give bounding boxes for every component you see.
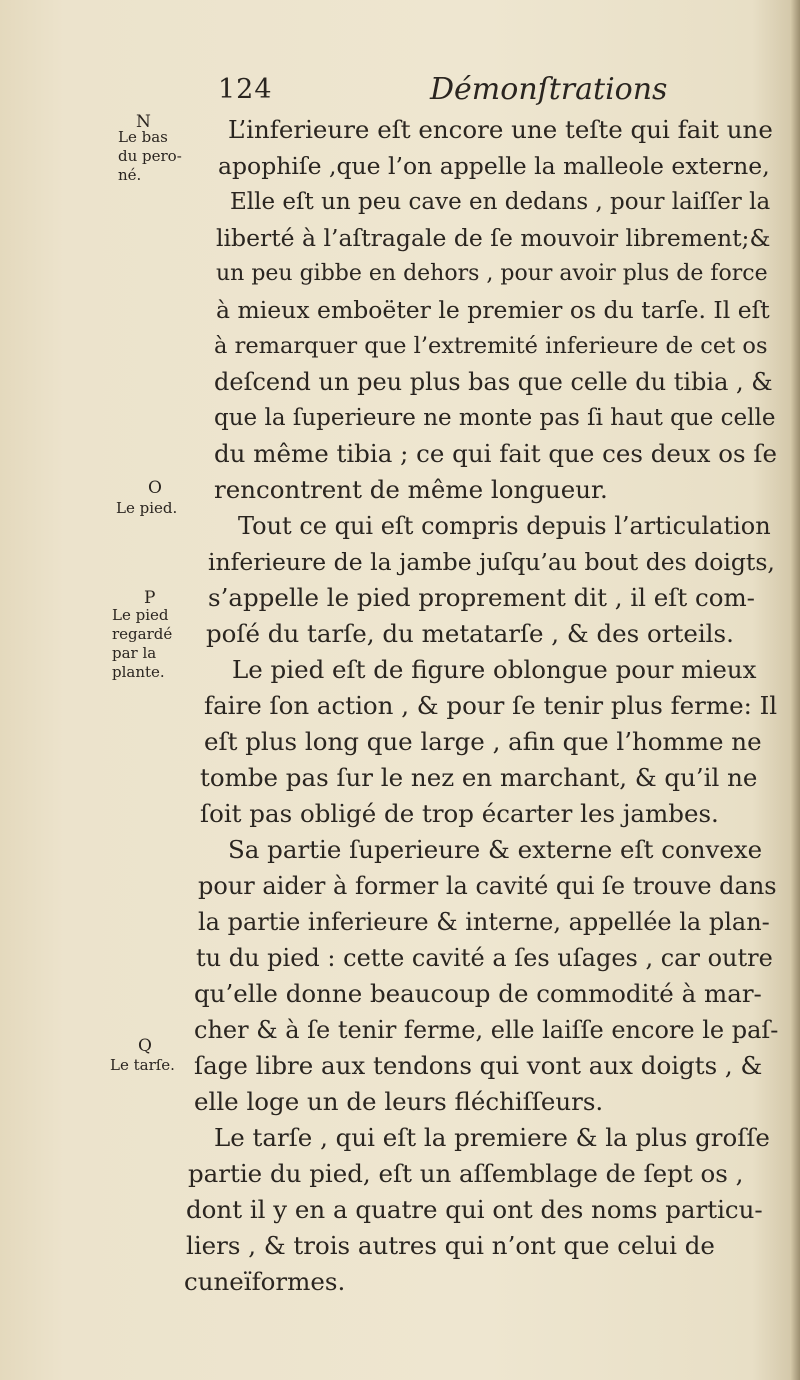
- margin-letter-q: Q: [138, 1036, 152, 1056]
- page-number: 124: [218, 74, 273, 105]
- running-title: Démonſtrations: [430, 72, 668, 107]
- text-line: Le tarſe , qui eſt la premiere & la plus groſſe: [214, 1123, 770, 1152]
- text-line: Tout ce qui eſt compris depuis l’articulation: [238, 512, 771, 540]
- text-line: cuneïformes.: [184, 1267, 346, 1296]
- page-header: [0, 70, 800, 110]
- text-line: pour aider à former la cavité qui ſe trouve dans: [198, 872, 777, 900]
- text-line: ſage libre aux tendons qui vont aux doigts , &: [194, 1051, 763, 1080]
- text-line: inferieure de la jambe juſqu’au bout des doigts,: [208, 548, 775, 576]
- text-line: à remarquer que l’extremité inferieure de cet os: [214, 333, 768, 359]
- margin-letter-o: O: [148, 478, 162, 498]
- text-line: dont il y en a quatre qui ont des noms particu-: [186, 1195, 763, 1224]
- text-line: liers , & trois autres qui n’ont que celui de: [186, 1231, 715, 1260]
- text-line: que la ſuperieure ne monte pas ſi haut que celle: [214, 405, 776, 431]
- text-line: ſoit pas obligé de trop écarter les jambes.: [200, 799, 719, 828]
- text-line: deſcend un peu plus bas que celle du tibia , &: [214, 368, 773, 396]
- text-line: la partie inferieure & interne, appellée la plan-: [198, 908, 770, 936]
- text-line: partie du pied, eſt un aſſemblage de ſept os ,: [188, 1159, 744, 1188]
- text-line: L’inferieure eſt encore une teſte qui fait une: [228, 115, 773, 144]
- text-line: liberté à l’aſtragale de ſe mouvoir librement;&: [216, 224, 771, 252]
- text-line: faire ſon action , & pour ſe tenir plus ferme: Il: [204, 691, 778, 720]
- text-line: tu du pied : cette cavité a ſes uſages , car outre: [196, 944, 773, 972]
- text-line: Le pied eſt de figure oblongue pour mieux: [232, 655, 757, 684]
- text-line: s’appelle le pied proprement dit , il eſt com-: [208, 583, 755, 612]
- text-line: Elle eſt un peu cave en dedans , pour laiſſer la: [230, 189, 771, 215]
- text-line: cher & à ſe tenir ferme, elle laiſſe encore le paſ-: [194, 1016, 779, 1044]
- margin-letter-n: N: [136, 112, 151, 132]
- text-line: Sa partie ſuperieure & externe eſt convexe: [228, 835, 763, 864]
- margin-note-le-pied: Le pied.: [116, 499, 178, 517]
- margin-note-pied-plante: Le pied regardé par la plante.: [112, 606, 173, 681]
- page-edge: [790, 0, 800, 1380]
- text-line: tombe pas ſur le nez en marchant, & qu’il ne: [200, 763, 758, 792]
- text-line: poſé du tarſe, du metatarſe , & des orteils.: [206, 619, 734, 648]
- margin-note-bas-du-perone: Le bas du pero- né.: [118, 128, 182, 184]
- text-line: du même tibia ; ce qui fait que ces deux os ſe: [214, 439, 777, 468]
- margin-letter-p: P: [144, 588, 156, 608]
- margin-note-le-tarse: Le tarſe.: [110, 1056, 175, 1074]
- text-line: apophiſe ,que l’on appelle la malleole externe,: [218, 152, 770, 180]
- text-line: rencontrent de même longueur.: [214, 475, 608, 504]
- text-line: un peu gibbe en dehors , pour avoir plus de force: [216, 261, 768, 286]
- text-line: eſt plus long que large , afin que l’homme ne: [204, 727, 762, 756]
- text-line: qu’elle donne beaucoup de commodité à mar-: [194, 979, 762, 1008]
- text-line: à mieux emboëter le premier os du tarſe. Il eſt: [216, 296, 770, 324]
- text-line: elle loge un de leurs fléchiſſeurs.: [194, 1087, 604, 1116]
